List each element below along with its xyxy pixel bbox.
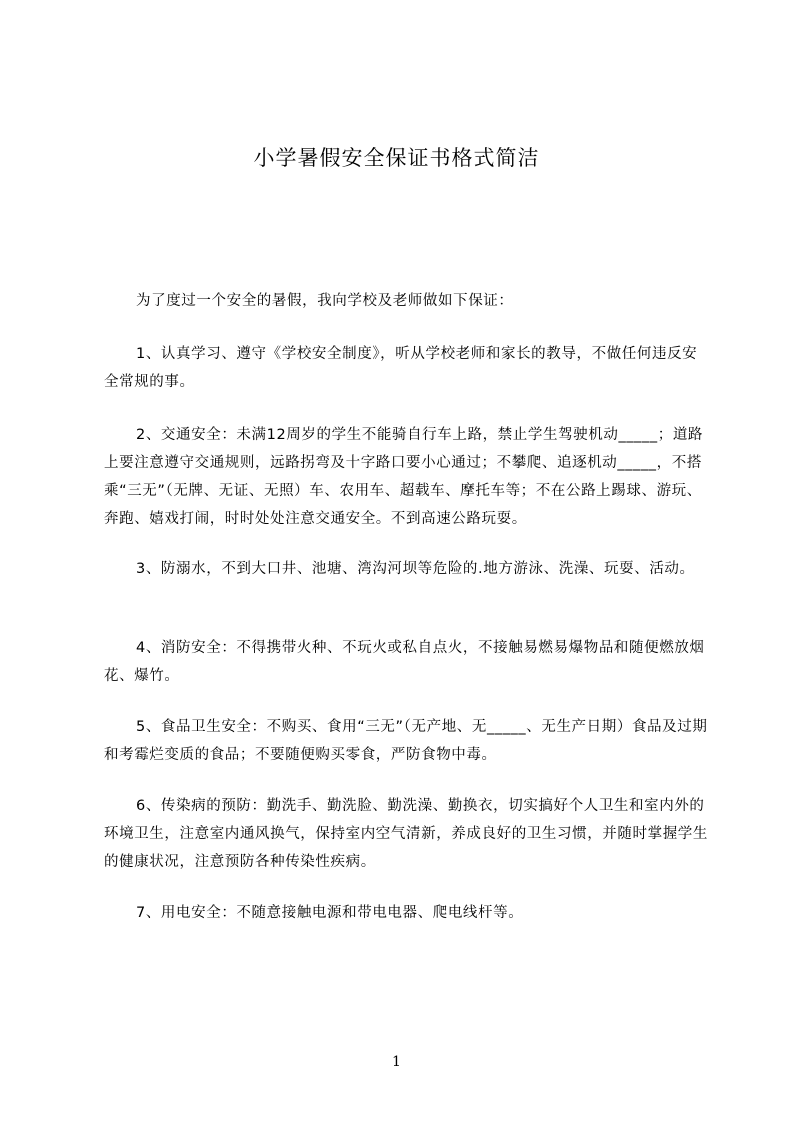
item-paragraph-5: 5、食品卫生安全：不购买、食用“三无”（无产地、无_____、无生产日期）食品及过期和考霉烂变质的食品；不要随便购买零食，严防食物中毒。 <box>104 719 708 763</box>
item-paragraph-7: 7、用电安全：不随意接触电源和带电电器、爬电线杆等。 <box>136 905 524 921</box>
item-paragraph-3: 3、防溺水，不到大口井、池塘、湾沟河坝等危险的.地方游泳、洗澡、玩耍、活动。 <box>136 561 695 577</box>
item-paragraph-1: 1、认真学习、遵守《学校安全制度》，听从学校老师和家长的教导，不做任何违反安全常规的事。 <box>104 346 698 390</box>
item-paragraph-4: 4、消防安全：不得携带火种、不玩火或私自点火，不接触易燃易爆物品和随便燃放烟花、爆竹。 <box>104 640 705 684</box>
page-number: 1 <box>392 1054 401 1070</box>
intro-paragraph: 为了度过一个安全的暑假，我向学校及老师做如下保证： <box>136 293 514 309</box>
item-paragraph-2: 2、交通安全：未满12周岁的学生不能骑自行车上路，禁止学生驾驶机动_____；道路上要注意遵守交通规则，远路拐弯及十字路口要小心通过；不攀爬、追逐机动_____，不搭乘“三无”（无牌、无证、无照）车、农用车、超载车、摩托车等；不在公路上踢球、游玩、奔跑、嬉戏打闹，时时处处注意交通安全。不到高速公路玩耍。 <box>104 427 704 527</box>
item-paragraph-6: 6、传染病的预防：勤洗手、勤洗脸、勤洗澡、勤换衣，切实搞好个人卫生和室内外的环境卫生，注意室内通风换气，保持室内空气清新，养成良好的卫生习惯，并随时掌握学生的健康状况，注意预防各种传染性疾病。 <box>104 798 708 870</box>
document-title: 小学暑假安全保证书格式简洁 <box>253 146 540 170</box>
